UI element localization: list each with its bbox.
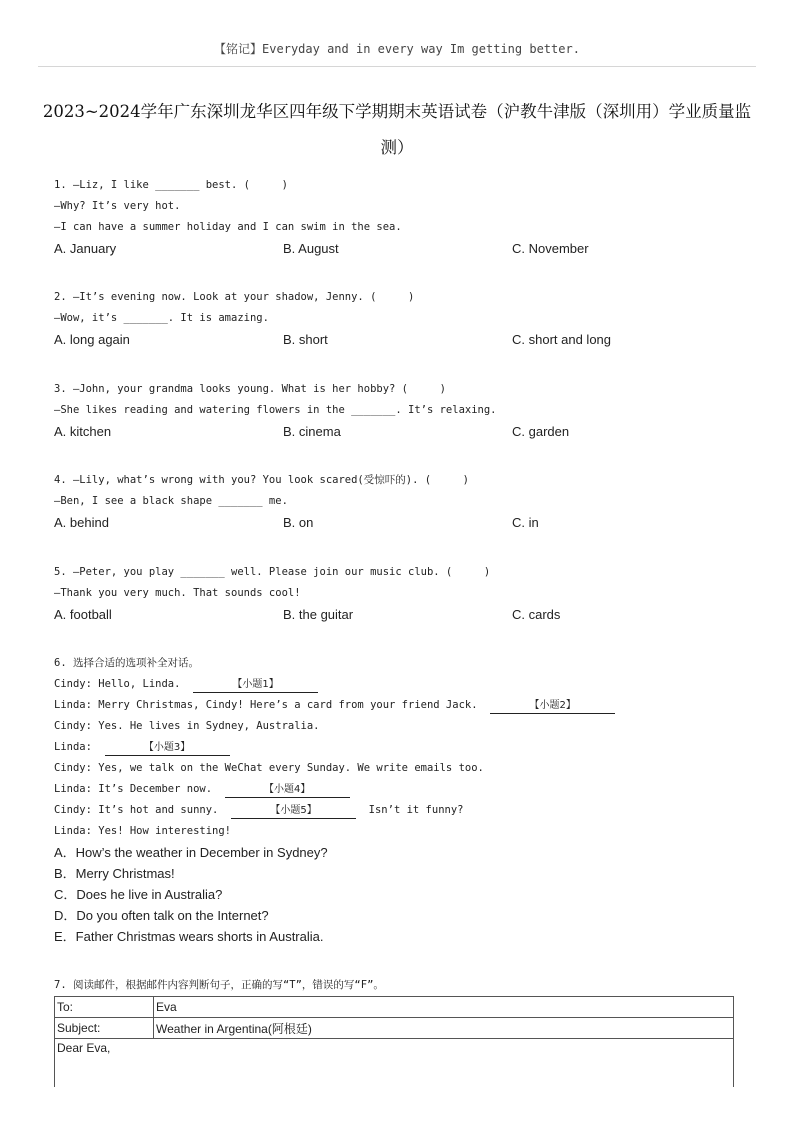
exam-title (40, 94, 754, 166)
question-3-line-1: 3. —John, your grandma looks young. What is her hobby? ( ) (54, 383, 446, 395)
dialogue-line-5: Cindy: Yes, we talk on the WeChat every Sunday. We write emails too. (54, 762, 484, 774)
option-c[interactable]: C. short and long (512, 332, 612, 347)
option-a[interactable]: A. behind (54, 515, 109, 530)
option-c[interactable]: C. November (512, 241, 589, 256)
dialogue-line-6: Linda: It’s December now. 【小题4】 (54, 779, 754, 800)
dialogue-line-4: Linda: 【小题3】 (54, 737, 754, 758)
question-6 (54, 653, 754, 947)
choice-d[interactable]: D．Do you often talk on the Internet? (54, 908, 269, 923)
question-2-options (54, 329, 754, 350)
question-3-line-2: —She likes reading and watering flowers in the _______. It’s relaxing. (54, 404, 497, 416)
exam-title-line-2: 测） (380, 138, 414, 157)
option-b[interactable]: B. the guitar (283, 607, 354, 622)
option-a[interactable]: A. kitchen (54, 424, 112, 439)
question-5-line-2: —Thank you very much. That sounds cool! (54, 587, 301, 599)
question-2-line-2: —Wow, it’s _______. It is amazing. (54, 312, 269, 324)
option-b[interactable]: B. August (283, 241, 339, 256)
question-5-options (54, 604, 754, 625)
option-c[interactable]: C. garden (512, 424, 570, 439)
choice-a[interactable]: A．How’s the weather in December in Sydney? (54, 845, 328, 860)
sub-question-blank-5[interactable]: 【小题5】 (231, 804, 356, 819)
question-4-options (54, 512, 754, 533)
question-7-instruction: 7. 阅读邮件，根据邮件内容判断句子，正确的写“T”，错误的写“F”。 (54, 979, 384, 991)
question-4 (54, 470, 754, 533)
page-header-motto: 【铭记】Everyday and in every way Im getting better. (214, 42, 580, 56)
email-to-label: To: (55, 997, 154, 1018)
sub-question-blank-2[interactable]: 【小题2】 (490, 699, 615, 714)
choice-c[interactable]: C．Does he live in Australia? (54, 887, 223, 902)
question-1-line-3: —I can have a summer holiday and I can swim in the sea. (54, 221, 402, 233)
email-body-row (55, 1039, 734, 1088)
dialogue-line-7: Cindy: It’s hot and sunny. 【小题5】 Isn’t it funny? (54, 800, 754, 821)
question-6-instruction: 6. 选择合适的选项补全对话。 (54, 657, 199, 669)
option-b[interactable]: B. cinema (283, 424, 341, 439)
sub-question-blank-1[interactable]: 【小题1】 (193, 678, 318, 693)
email-subject-row (55, 1018, 734, 1039)
choice-e[interactable]: E．Father Christmas wears shorts in Australia. (54, 929, 324, 944)
question-5-line-1: 5. —Peter, you play _______ well. Please join our music club. ( ) (54, 566, 491, 578)
question-2-line-1: 2. —It’s evening now. Look at your shadow, Jenny. ( ) (54, 291, 415, 303)
question-3 (54, 379, 754, 442)
option-c[interactable]: C. in (512, 515, 539, 530)
sub-question-blank-3[interactable]: 【小题3】 (105, 741, 230, 756)
option-a[interactable]: A. long again (54, 332, 130, 347)
choice-b[interactable]: B．Merry Christmas! (54, 866, 175, 881)
question-4-line-2: —Ben, I see a black shape _______ me. (54, 495, 288, 507)
sub-question-blank-4[interactable]: 【小题4】 (225, 783, 350, 798)
email-to-row (55, 997, 734, 1018)
dialogue-line-8: Linda: Yes! How interesting! (54, 825, 232, 837)
option-b[interactable]: B. on (283, 515, 314, 530)
exam-title-line-1: 2023~2024学年广东深圳龙华区四年级下学期期末英语试卷（沪教牛津版（深圳用）学业质量监 (42, 102, 752, 121)
option-b[interactable]: B. short (283, 332, 328, 347)
header-divider (38, 66, 756, 67)
option-a[interactable]: A. football (54, 607, 112, 622)
question-1-line-2: —Why? It’s very hot. (54, 200, 181, 212)
email-subject-label: Subject: (55, 1018, 154, 1039)
email-to-value: Eva (154, 997, 734, 1018)
dialogue-line-2: Linda: Merry Christmas, Cindy! Here’s a card from your friend Jack. 【小题2】 (54, 695, 754, 716)
question-3-options (54, 421, 754, 442)
email-table (54, 996, 734, 1087)
email-greeting: Dear Eva, (55, 1039, 734, 1088)
question-1 (54, 175, 754, 259)
question-1-line-1: 1. —Liz, I like _______ best. ( ) (54, 179, 288, 191)
email-subject-value: Weather in Argentina(阿根廷) (154, 1018, 734, 1039)
question-5 (54, 562, 754, 625)
question-2 (54, 287, 754, 350)
option-c[interactable]: C. cards (512, 607, 561, 622)
dialogue-line-3: Cindy: Yes. He lives in Sydney, Australia. (54, 720, 320, 732)
question-1-options (54, 238, 754, 259)
dialogue-line-1: Cindy: Hello, Linda. 【小题1】 (54, 674, 754, 695)
option-a[interactable]: A. January (54, 241, 117, 256)
question-4-line-1: 4. —Lily, what’s wrong with you? You look scared(受惊吓的). ( ) (54, 474, 469, 486)
